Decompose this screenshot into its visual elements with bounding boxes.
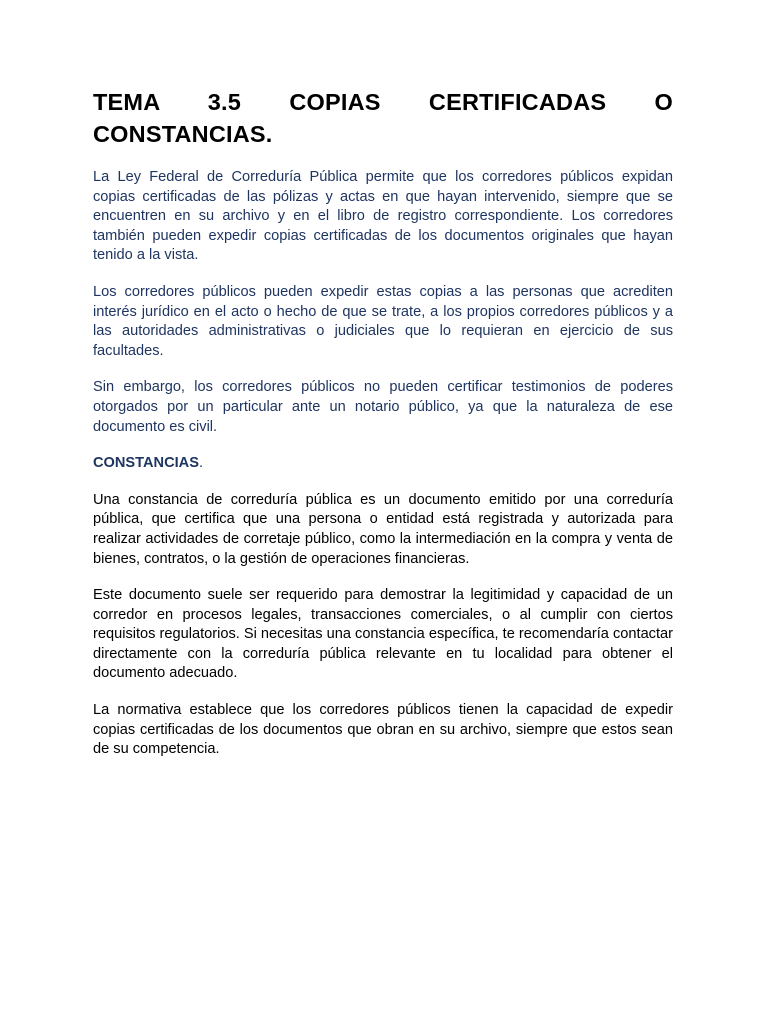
paragraph-copias-2: Los corredores públicos pueden expedir estas copias a las personas que acrediten interés jurídico en el acto o hecho de que se trate, a los propios corredores públicos y a las autoridades administrativas o judiciales que lo requieran en ejercicio de sus facultades. <box>93 283 673 359</box>
section-heading-constancias <box>93 454 673 474</box>
paragraph-copias-1: La Ley Federal de Correduría Pública permite que los corredores públicos expidan copias certificadas de las pólizas y actas en que hayan intervenido, siempre que se encuentren en su archivo y en el libro de registro correspondiente. Los corredores también pueden expedir copias certificadas de los documentos originales que hayan tenido a la vista. <box>93 169 673 264</box>
paragraph-constancias-2: Este documento suele ser requerido para demostrar la legitimidad y capacidad de un corredor en procesos legales, transacciones comerciales, o al cumplir con ciertos requisitos regulatorios. Si necesitas una constancia específica, te recomendaría contactar directamente con la correduría pública relevante en tu localidad para obtener el documento adecuado. <box>93 587 674 682</box>
paragraph-copias-3: Sin embargo, los corredores públicos no pueden certificar testimonios de poderes otorgados por un particular ante un notario público, ya que la naturaleza de ese documento es civil. <box>93 379 673 435</box>
section-heading-punct: . <box>198 455 204 472</box>
paragraph-constancias-1: Una constancia de correduría pública es un documento emitido por una correduría pública, que certifica que una persona o entidad está registrada y autorizada para realizar actividades de corretaje público, como la intermediación en la compra y venta de bienes, contratos, o la gestión de operaciones financieras. <box>93 491 673 567</box>
document-title: TEMA 3.5 COPIAS CERTIFICADAS O CONSTANCIAS. <box>93 89 673 147</box>
document-page <box>93 86 673 777</box>
paragraph-constancias-3: La normativa establece que los corredores públicos tienen la capacidad de expedir copias certificadas de los documentos que obran en su archivo, siempre que estos sean de su competencia. <box>93 702 673 758</box>
section-heading-text: CONSTANCIAS <box>93 455 199 472</box>
